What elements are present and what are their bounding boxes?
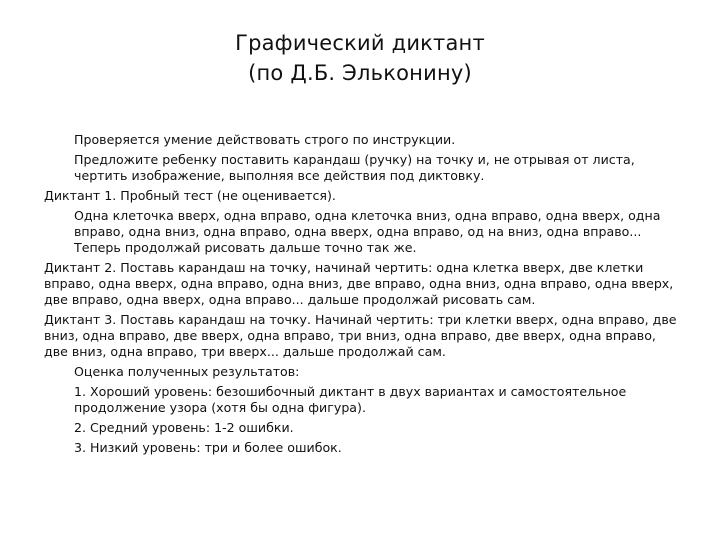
paragraph-level-good: 1. Хороший уровень: безошибочный диктант в двух вариантах и самостоятельное продолжение узора (хотя бы одна фигура). [74,384,627,415]
paragraph-dictation-2: Диктант 2. Поставь карандаш на точку, начинай чертить: одна клетка вверх, две клетки вправо, одна вверх, одна вправо, одна вниз, две вправо, одна вниз, одна вправо, одна вверх, две вправо, одна вверх, одна вправо... дальше продолжай рисовать сам. [44,260,674,307]
paragraph-intro: Проверяется умение действовать строго по инструкции. [74,132,456,147]
paragraph-evaluation-title: Оценка полученных результатов: [74,364,300,379]
title-line-2: (по Д.Б. Эльконину) [248,61,472,85]
paragraph-dictation-3: Диктант 3. Поставь карандаш на точку. Начинай чертить: три клетки вверх, одна вправо, две вниз, одна вправо, две вверх, одна вправо, три вниз, одна вправо, две вверх, одна вправо, две вниз, одна вправо, три вверх... дальше продолжай сам. [44,312,677,359]
paragraph-instruction: Предложите ребенку поставить карандаш (ручку) на точку и, не отрывая от листа, чертить изображение, выполняя все действия под диктовку. [74,152,635,183]
title-line-1: Графический диктант [235,31,485,55]
slide-body [44,132,680,460]
paragraph-dictation-1-text: Одна клеточка вверх, одна вправо, одна клеточка вниз, одна вправо, одна вверх, одна вправо, одна вниз, одна вправо, одна вверх, одна вправо, од на вниз, одна вправо... Теперь продолжай рисовать дальше точно так же. [74,208,661,255]
paragraph-dictation-1-title: Диктант 1. Пробный тест (не оценивается). [44,188,336,203]
slide-title [0,28,720,88]
paragraph-level-low: 3. Низкий уровень: три и более ошибок. [74,440,342,455]
paragraph-level-medium: 2. Средний уровень: 1-2 ошибки. [74,420,294,435]
